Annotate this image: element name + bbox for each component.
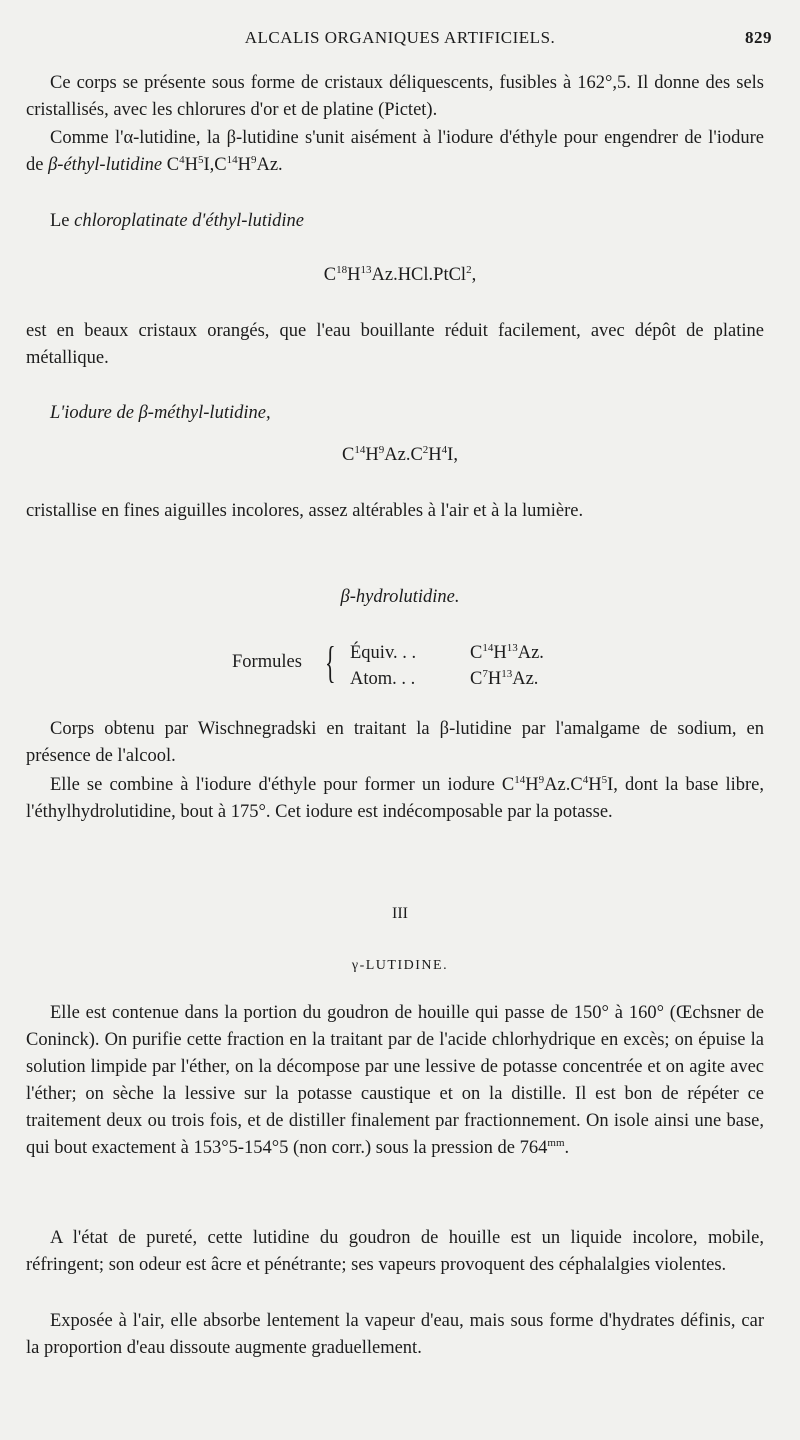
formula-part: H bbox=[428, 445, 442, 465]
formula-part: C bbox=[323, 265, 337, 285]
paragraph-text: Comme l'α-lutidine, la β-lutidine s'unit aisément à l'iodure d'éthyle pour engendrer de l'iodure de bbox=[26, 128, 764, 175]
formula-subscript: 4 bbox=[441, 443, 448, 456]
formula-subscript: 14 bbox=[514, 773, 526, 786]
compound-name: iodure de β-méthyl-lutidine, bbox=[64, 403, 271, 423]
formula-subscript: 5 bbox=[197, 153, 204, 166]
paragraph-text: Exposée à l'air, elle absorbe lentement la vapeur d'eau, mais sous forme d'hydrates définis, car la proportion d'eau dissoute augmente graduellement. bbox=[26, 1311, 764, 1358]
paragraph-text: A l'état de pureté, cette lutidine du goudron de houille est un liquide incolore, mobile, réfringent; son odeur est âcre et pénétrante; ses vapeurs provoquent des céphalalgies violentes. bbox=[26, 1228, 764, 1275]
formula-subscript: 18 bbox=[336, 263, 348, 276]
formula-part: I,C bbox=[203, 155, 227, 175]
formula-subscript: 5 bbox=[601, 773, 608, 786]
paragraph-text: est en beaux cristaux orangés, que l'eau bouillante réduit facilement, avec dépôt de platine métallique. bbox=[26, 321, 764, 368]
formula-part: Az.C bbox=[544, 775, 583, 795]
formulas-block bbox=[232, 636, 592, 696]
brace: { bbox=[325, 638, 336, 687]
formula-part: H bbox=[184, 155, 198, 175]
formula-part: H bbox=[525, 775, 539, 795]
formula-part: , bbox=[471, 265, 477, 285]
formula-part: C bbox=[470, 669, 483, 689]
formula-part: Az.HCl.PtCl bbox=[371, 265, 467, 285]
paragraph-purity bbox=[26, 1225, 764, 1279]
heading-beta-hydrolutidine: β-hydrolutidine. bbox=[340, 587, 460, 607]
formula-subscript: 14 bbox=[226, 153, 238, 166]
paragraph-wischnegradski bbox=[26, 716, 764, 770]
paragraph-text: Corps obtenu par Wischnegradski en traitant la β-lutidine par l'amalgame de sodium, en présence de l'alcool. bbox=[26, 719, 764, 766]
formula-subscript: 4 bbox=[179, 153, 185, 166]
paragraph-needles bbox=[26, 498, 764, 525]
formula-subscript: 13 bbox=[506, 641, 518, 654]
paragraph-ethyl-iodide bbox=[26, 125, 764, 179]
formula-methyl-lutidine-iodide bbox=[0, 442, 800, 469]
formula-subscript: 7 bbox=[482, 667, 488, 680]
formula-part: H bbox=[493, 643, 507, 663]
formula-part: C bbox=[342, 445, 355, 465]
paragraph-methyl-iodide-label bbox=[26, 400, 764, 427]
formula-subscript: 9 bbox=[378, 443, 385, 456]
formula-subscript: 14 bbox=[354, 443, 366, 456]
formula-subscript: 14 bbox=[482, 641, 494, 654]
paragraph-melting-point bbox=[26, 70, 764, 124]
formula-subscript: 2 bbox=[422, 443, 429, 456]
page-number: 829 bbox=[745, 28, 772, 47]
compound-name: β-éthyl-lutidine bbox=[48, 155, 163, 175]
formula-subscript: 4 bbox=[582, 773, 589, 786]
formula-part: I, dont la base libre, l'éthylhydrolutidine, bout à 175°. Cet iodure est indécomposable par la potasse. bbox=[26, 775, 764, 822]
formula-part: Équiv. . . bbox=[350, 643, 417, 663]
section-title: γ-LUTIDINE. bbox=[351, 958, 449, 973]
running-title: ALCALIS ORGANIQUES ARTIFICIELS. bbox=[244, 28, 556, 47]
formula-part: Az. bbox=[256, 155, 283, 175]
formula-part: . bbox=[564, 1138, 570, 1158]
paragraph-orange-crystals bbox=[26, 318, 764, 372]
formula-part: I, bbox=[447, 445, 458, 465]
section-number: III bbox=[392, 905, 408, 922]
article: L' bbox=[50, 403, 65, 423]
formula-chloroplatinate bbox=[0, 262, 800, 289]
formula-row-atom bbox=[350, 666, 538, 692]
paragraph-text: Ce corps se présente sous forme de cristaux déliquescents, fusibles à 162°,5. Il donne des sels cristallisés, avec les chlorures d'or et de platine (Pictet). bbox=[26, 73, 764, 120]
formula-part: Elle se combine à l'iodure d'éthyle pour former un iodure C bbox=[50, 775, 515, 795]
compound-name: chloroplatinate d'éthyl-lutidine bbox=[74, 211, 304, 231]
formula-part: H bbox=[237, 155, 251, 175]
formula-subscript: 2 bbox=[466, 263, 472, 276]
running-header bbox=[0, 28, 800, 52]
formula-part: H bbox=[365, 445, 379, 465]
formula-part: H bbox=[588, 775, 602, 795]
formula-part: Az. bbox=[512, 669, 539, 689]
formulas-label: Formules bbox=[232, 652, 302, 672]
paragraph-air-exposure bbox=[26, 1308, 764, 1362]
paragraph-text: cristallise en fines aiguilles incolores, assez altérables à l'air et à la lumière. bbox=[26, 501, 584, 521]
paragraph-chloroplatinate-label bbox=[26, 208, 764, 235]
formula-part: C bbox=[470, 643, 483, 663]
paragraph-coal-tar bbox=[26, 1000, 764, 1162]
formula-ethyl-lutidine-iodide bbox=[167, 155, 283, 175]
formula-subscript: 9 bbox=[250, 153, 257, 166]
formula-part: H bbox=[347, 265, 361, 285]
paragraph-iodide-combination bbox=[26, 772, 764, 826]
formula-part: C bbox=[166, 155, 180, 175]
formula-part: Az.C bbox=[384, 445, 423, 465]
formula-subscript: 13 bbox=[501, 667, 513, 680]
formula-part: H bbox=[487, 669, 502, 689]
article: Le bbox=[50, 211, 75, 231]
formula-part: Az. bbox=[517, 643, 544, 663]
formula-row-equiv bbox=[350, 640, 544, 666]
formula-subscript: 9 bbox=[538, 773, 545, 786]
formula-part: Atom. . . bbox=[350, 669, 416, 689]
formula-part: Elle est contenue dans la portion du goudron de houille qui passe de 150° à 160° (Œchsner de Coninck). On purifie cette fraction en la traitant par de l'acide chlorhydrique en excès; on épuise la solution limpide par l'éther, on la décompose par une lessive de potasse concentrée et on agite avec l'éther; on sèche la lessive sur la potasse caustique et on la distille. Il est bon de répéter ce traitement deux ou trois fois, et de distiller finalement par fractionnement. On isole ainsi une base, qui bout exactement à 153°5-154°5 (non corr.) sous la pression de 764 bbox=[26, 1003, 764, 1158]
formula-subscript: mm bbox=[547, 1136, 565, 1149]
formula-subscript: 13 bbox=[360, 263, 372, 276]
